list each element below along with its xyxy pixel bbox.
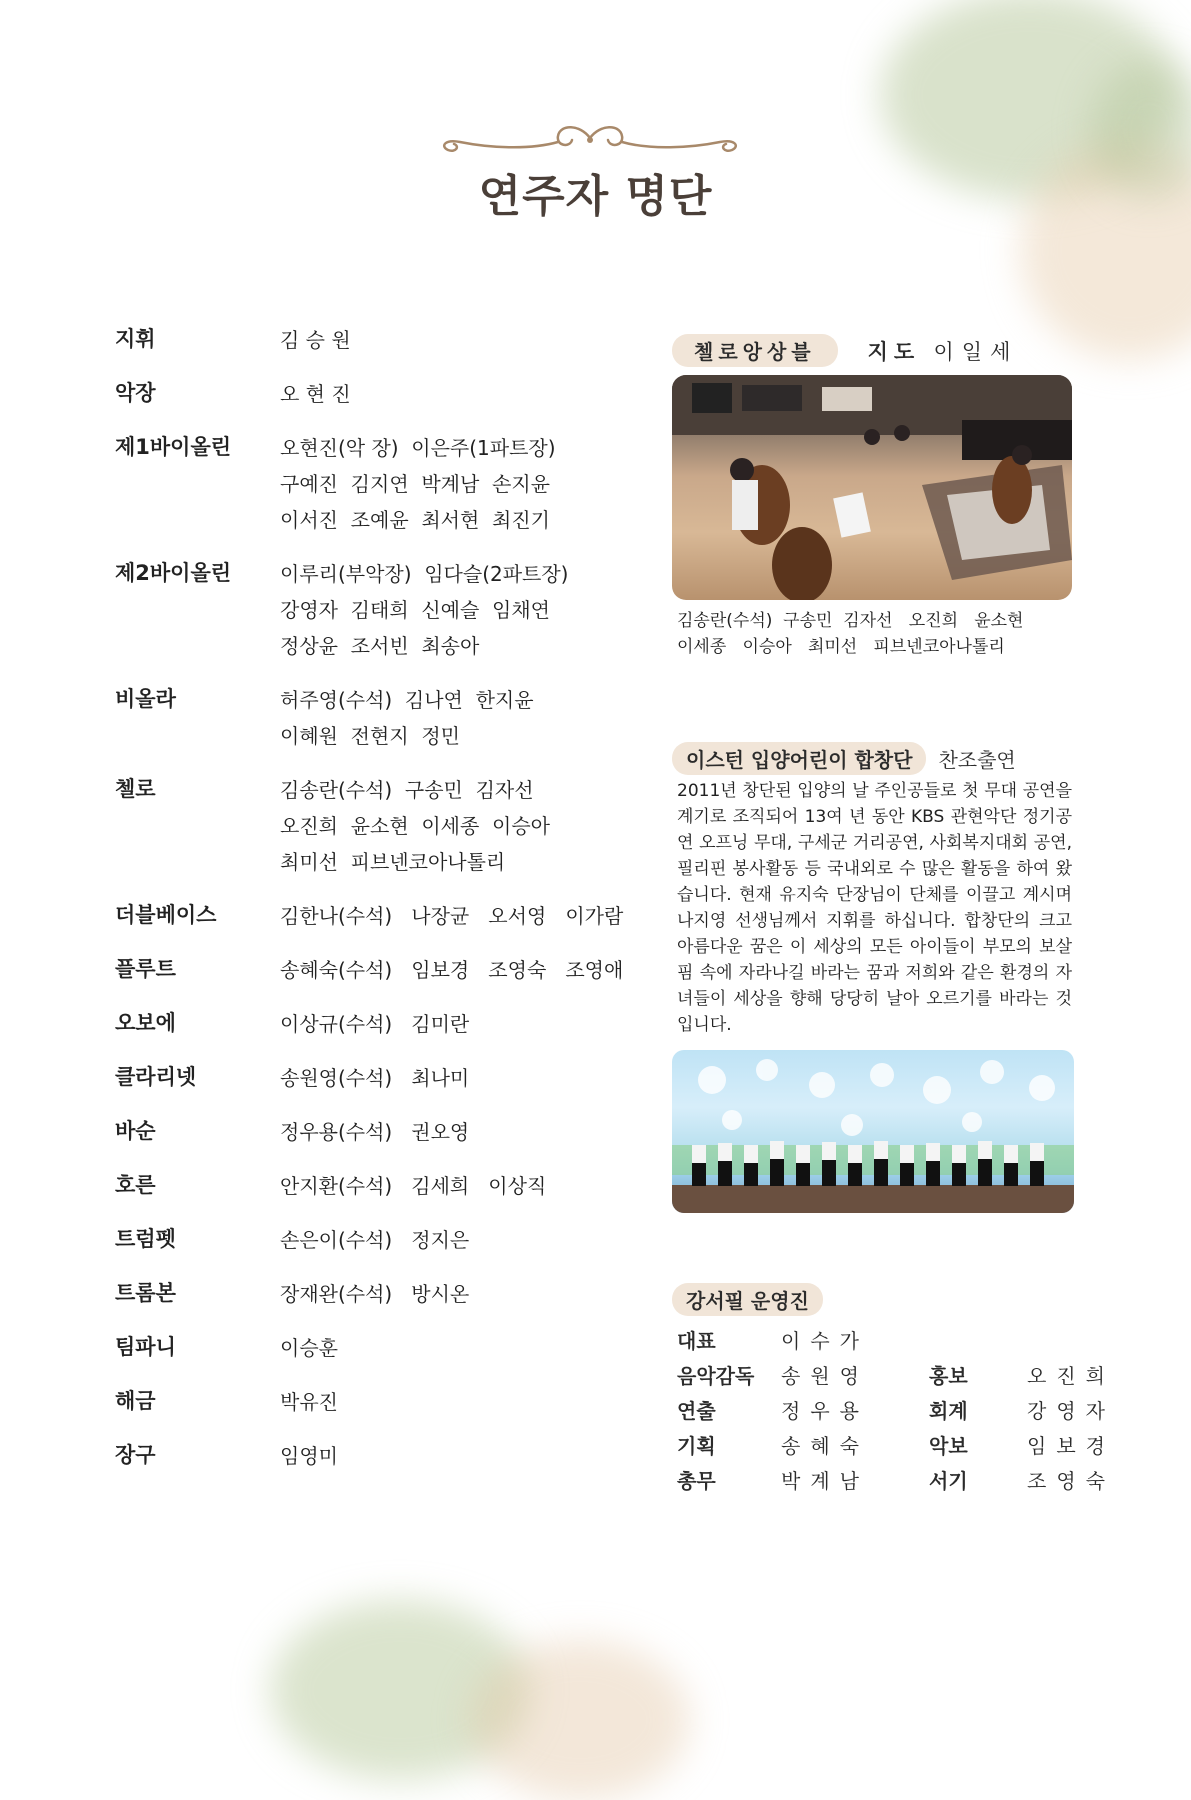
staff-name: 임보경 xyxy=(1027,1434,1115,1458)
roster-name-line: 이혜원 전현지 정민 xyxy=(280,724,460,748)
roster-role: 더블베이스 xyxy=(115,903,217,927)
staff-row xyxy=(677,1392,1115,1427)
staff-name: 이수가 xyxy=(781,1329,869,1353)
roster-names xyxy=(280,898,623,934)
roster-name-line: 임영미 xyxy=(280,1444,338,1468)
roster-row xyxy=(115,1168,645,1204)
coach-name: 이일세 xyxy=(933,339,1019,364)
roster-row xyxy=(115,1222,645,1258)
roster-names xyxy=(280,772,550,880)
cello-ensemble-caption xyxy=(677,608,1023,660)
roster-names xyxy=(280,322,351,358)
staff-role: 홍보 xyxy=(929,1364,968,1388)
roster-names xyxy=(280,1114,469,1150)
roster-name-line: 이서진 조예윤 최서현 최진기 xyxy=(280,508,550,532)
roster-row xyxy=(115,898,645,934)
staff-name: 정우용 xyxy=(781,1399,869,1423)
roster-names xyxy=(280,1276,469,1312)
roster-name-line: 정상윤 조서빈 최송아 xyxy=(280,634,480,658)
roster-name-line: 장재완(수석) 방시온 xyxy=(280,1282,470,1306)
staff-name: 송원영 xyxy=(781,1364,869,1388)
coach-label: 지도 xyxy=(867,339,921,364)
ornament-flourish-icon xyxy=(430,120,750,160)
roster-role: 비올라 xyxy=(115,687,176,711)
roster-row xyxy=(115,376,645,412)
staff-name: 송혜숙 xyxy=(781,1434,869,1458)
cello-ensemble-tag: 첼로앙상블 xyxy=(672,334,838,367)
roster-names xyxy=(280,1330,338,1366)
performer-roster xyxy=(115,322,645,1492)
choir-header xyxy=(672,742,1072,775)
staff-role: 대표 xyxy=(677,1329,716,1353)
cello-ensemble-header xyxy=(672,334,1072,367)
roster-name-line: 강영자 김태희 신예슬 임채연 xyxy=(280,598,550,622)
staff-row xyxy=(677,1322,1115,1357)
staff-tag: 강서필 운영진 xyxy=(672,1283,823,1316)
roster-row xyxy=(115,1006,645,1042)
roster-name-line: 김한나(수석) 나장균 오서영 이가람 xyxy=(280,904,624,928)
staff-role: 악보 xyxy=(929,1434,968,1458)
roster-names xyxy=(280,1006,469,1042)
roster-name-line: 박유진 xyxy=(280,1390,338,1414)
roster-name-line: 이루리(부악장) 임다슬(2파트장) xyxy=(280,562,569,586)
roster-name-line: 오현진(악 장) 이은주(1파트장) xyxy=(280,436,556,460)
staff-row xyxy=(677,1462,1115,1497)
roster-row xyxy=(115,1330,645,1366)
choir-tag: 이스턴 입양어린이 합창단 xyxy=(672,742,926,775)
roster-row xyxy=(115,556,645,664)
roster-name-line: 송원영(수석) 최나미 xyxy=(280,1066,470,1090)
roster-name-line: 이승훈 xyxy=(280,1336,338,1360)
roster-name-line: 송혜숙(수석) 임보경 조영숙 조영애 xyxy=(280,958,624,982)
roster-row xyxy=(115,1384,645,1420)
roster-name-line: 정우용(수석) 권오영 xyxy=(280,1120,470,1144)
roster-names xyxy=(280,1438,338,1474)
staff-list xyxy=(677,1322,1115,1497)
caption-line: 이세종 이승아 최미선 피브넨코아나톨리 xyxy=(677,637,1005,657)
roster-names xyxy=(280,952,623,988)
roster-name-line: 안지환(수석) 김세희 이상직 xyxy=(280,1174,547,1198)
roster-name-line: 최미선 피브넨코아나톨리 xyxy=(280,850,506,874)
staff-role: 회계 xyxy=(929,1399,968,1423)
roster-row xyxy=(115,1438,645,1474)
roster-name-line: 손은이(수석) 정지은 xyxy=(280,1228,470,1252)
roster-name-line: 구예진 김지연 박계남 손지윤 xyxy=(280,472,550,496)
staff-name: 강영자 xyxy=(1027,1399,1115,1423)
staff-header xyxy=(672,1283,823,1316)
choir-photo xyxy=(672,1050,1074,1213)
roster-role: 트럼펫 xyxy=(115,1227,176,1251)
roster-row xyxy=(115,772,645,880)
roster-role: 장구 xyxy=(115,1443,156,1467)
roster-row xyxy=(115,952,645,988)
roster-names xyxy=(280,1168,546,1204)
cello-coach xyxy=(868,336,1019,366)
staff-name: 조영숙 xyxy=(1027,1469,1115,1493)
roster-name-line: 허주영(수석) 김나연 한지윤 xyxy=(280,688,534,712)
roster-role: 첼로 xyxy=(115,777,156,801)
roster-role: 바순 xyxy=(115,1119,156,1143)
roster-names xyxy=(280,1222,469,1258)
staff-row xyxy=(677,1357,1115,1392)
roster-names xyxy=(280,1384,338,1420)
roster-role: 악장 xyxy=(115,381,156,405)
staff-role: 기획 xyxy=(677,1434,716,1458)
staff-name: 박계남 xyxy=(781,1469,869,1493)
roster-name-line: 김송란(수석) 구송민 김자선 xyxy=(280,778,534,802)
staff-row xyxy=(677,1427,1115,1462)
roster-role: 제2바이올린 xyxy=(115,561,232,585)
roster-role: 플루트 xyxy=(115,957,176,981)
choir-description: 2011년 창단된 입양의 날 주인공들로 첫 무대 공연을 계기로 조직되어 13여 년 동안 KBS 관현악단 정기공연 오프닝 무대, 구세군 거리공연, 사회복지대회 공연, 필리핀 봉사활동 등 국내외로 수 많은 활동을 하여 왔습니다. 현재 유지숙 단장님이 단체를 이끌고 계시며 나지영 선생님께서 지휘를 하십니다. 합창단의 크고 아름다운 꿈은 이 세상의 모든 아이들이 부모의 보살핌 속에 자라나길 바라는 꿈과 저희와 같은 환경의 자녀들이 세상을 향해 당당히 날아 오르기를 바라는 것입니다. xyxy=(677,781,1072,1035)
roster-names xyxy=(280,682,534,754)
roster-names xyxy=(280,1060,469,1096)
roster-role: 트롬본 xyxy=(115,1281,176,1305)
roster-names xyxy=(280,430,556,538)
roster-role: 클라리넷 xyxy=(115,1065,197,1089)
roster-role: 팀파니 xyxy=(115,1335,176,1359)
roster-row xyxy=(115,430,645,538)
page-title: 연주자 명단 xyxy=(478,171,713,222)
roster-row xyxy=(115,1060,645,1096)
roster-role: 오보에 xyxy=(115,1011,176,1035)
roster-role: 제1바이올린 xyxy=(115,435,232,459)
roster-role: 지휘 xyxy=(115,327,156,351)
roster-row xyxy=(115,1114,645,1150)
roster-row xyxy=(115,682,645,754)
roster-role: 해금 xyxy=(115,1389,156,1413)
roster-name-line: 오진희 윤소현 이세종 이승아 xyxy=(280,814,550,838)
roster-name-line: 이상규(수석) 김미란 xyxy=(280,1012,470,1036)
decor-watercolor xyxy=(470,1640,690,1800)
staff-role: 연출 xyxy=(677,1399,716,1423)
staff-role: 총무 xyxy=(677,1469,716,1493)
staff-name: 오진희 xyxy=(1027,1364,1115,1388)
roster-name-line: 오 현 진 xyxy=(280,382,351,406)
roster-row xyxy=(115,322,645,358)
cello-ensemble-photo xyxy=(672,375,1072,600)
staff-role: 음악감독 xyxy=(677,1364,755,1388)
caption-line: 김송란(수석) 구송민 김자선 오진희 윤소현 xyxy=(677,611,1024,631)
roster-names xyxy=(280,556,569,664)
roster-name-line: 김 승 원 xyxy=(280,328,351,352)
guest-appearance-label: 찬조출연 xyxy=(938,748,1016,772)
roster-names xyxy=(280,376,351,412)
roster-row xyxy=(115,1276,645,1312)
staff-role: 서기 xyxy=(929,1469,968,1493)
roster-role: 호른 xyxy=(115,1173,156,1197)
